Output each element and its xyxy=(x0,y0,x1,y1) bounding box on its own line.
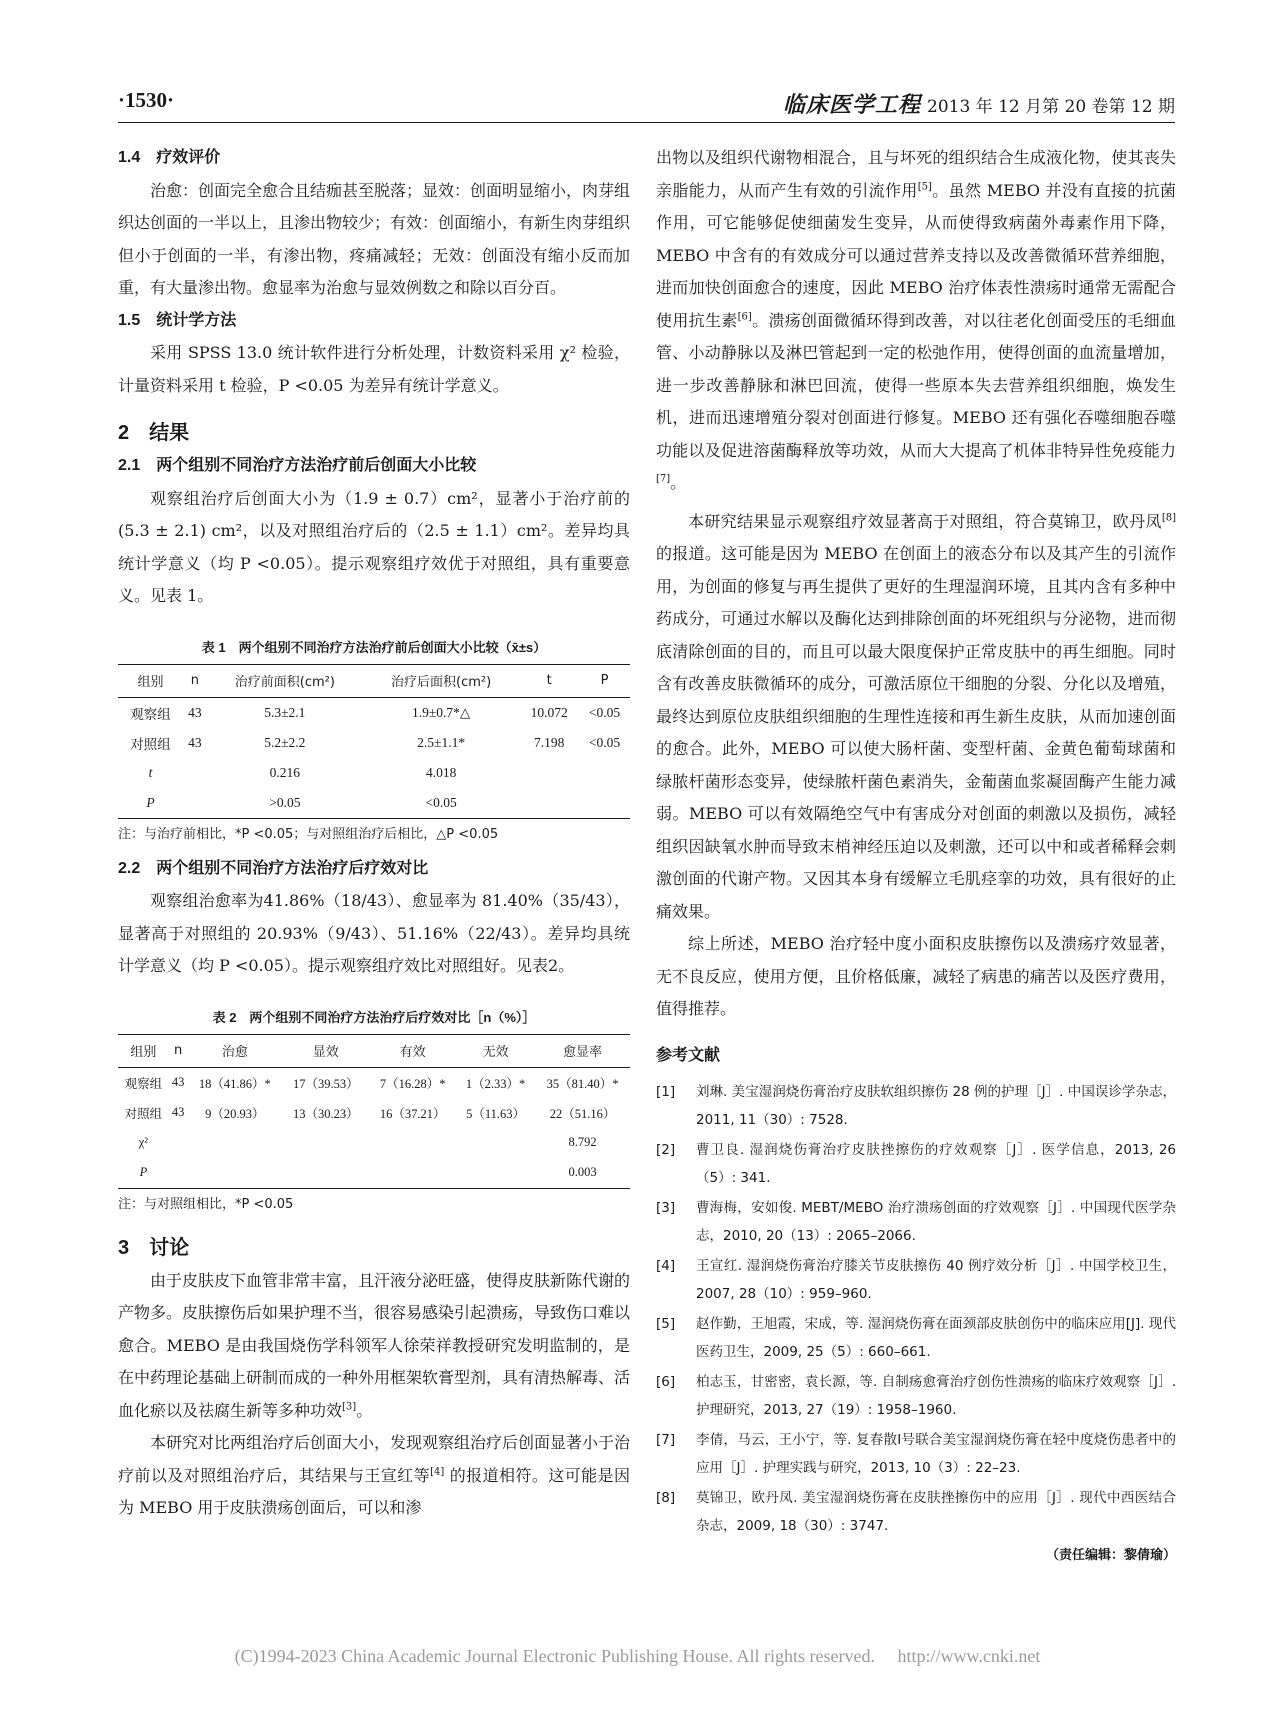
section-3-title: 3 讨论 xyxy=(118,1236,190,1259)
reference-number: [4] xyxy=(656,1258,676,1274)
table-cell xyxy=(169,1158,188,1189)
table-cell: 16（37.21） xyxy=(379,1106,446,1121)
table-cell: 43 xyxy=(171,1105,185,1119)
text-run: 。 xyxy=(356,1400,373,1420)
table-1-header: 治疗后面积(cm²) xyxy=(363,664,519,697)
table-cell: 43 xyxy=(171,1075,185,1089)
table-cell xyxy=(456,1128,535,1158)
table-2-note: 注：与对照组相比，*P <0.05 xyxy=(118,1196,294,1212)
table-2-header: 显效 xyxy=(282,1034,369,1067)
table-row xyxy=(118,728,630,758)
table-cell: 35（81.40）* xyxy=(546,1076,619,1091)
section-3-para-1 xyxy=(118,1265,630,1428)
table-cell: χ² xyxy=(138,1135,149,1149)
table-2-header: 无效 xyxy=(456,1034,535,1067)
table-cell xyxy=(369,1128,456,1158)
discussion-para-2 xyxy=(656,506,1176,929)
section-1-4-title: 1.4 疗效评价 xyxy=(118,149,221,166)
table-1-header: n xyxy=(183,664,207,697)
reference-item xyxy=(656,1194,1176,1250)
discussion-continued xyxy=(656,142,1176,500)
reference-number: [2] xyxy=(656,1142,676,1158)
citation: [6] xyxy=(737,311,752,323)
table-cell: <0.05 xyxy=(588,704,621,720)
text-run: 。溃疡创面微循环得到改善，对以往老化创面受压的毛细血管、小动静脉以及淋巴管起到一定的松弛作用，使得创面的血流量增加，进一步改善静脉和淋巴回流，使得一些原本失去营养组织细胞，焕发生机，进而迅速增殖分裂对创面进行修复。MEBO 还有强化吞噬细胞吞噬功能以及促进溶菌酶释放等功效，从而大大提高了机体非特异性免疫能力 xyxy=(656,310,1176,460)
table-cell: 18（41.86）* xyxy=(198,1076,271,1091)
table-2-header: 愈显率 xyxy=(535,1034,630,1067)
table-cell: 5（11.63） xyxy=(466,1106,526,1121)
reference-text: 赵作勤，王旭霞，宋成，等. 湿润烧伤膏在面颈部皮肤创伤中的临床应用[J]. 现代医药卫生，2009, 25（5）: 660–661. xyxy=(696,1316,1176,1360)
reference-text: 刘琳. 美宝湿润烧伤膏治疗皮肤软组织擦伤 28 例的护理［J］. 中国误诊学杂志，2011, 11（30）: 7528. xyxy=(696,1084,1176,1128)
table-cell xyxy=(519,758,579,788)
table-cell: <0.05 xyxy=(363,788,519,819)
table-cell xyxy=(187,1128,282,1158)
table-cell: 观察组 xyxy=(130,706,171,722)
section-3-para-2 xyxy=(118,1427,630,1525)
table-cell: 5.2±2.2 xyxy=(264,734,306,750)
reference-number: [7] xyxy=(656,1432,676,1448)
references-title: 参考文献 xyxy=(656,1046,721,1064)
table-2-header: 治愈 xyxy=(187,1034,282,1067)
table-1 xyxy=(118,664,630,819)
text-run: 本研究结果显示观察组疗效显著高于对照组，符合莫锦卫，欧丹凤 xyxy=(688,511,1162,531)
text-run: 的报道相符。这可能是因为 MEBO 用于皮肤溃疡创面后，可以和渗 xyxy=(118,1465,630,1517)
copyright-footer: (C)1994-2023 China Academic Journal Electronic Publishing House. All rights reserved. http://www.cnki.net xyxy=(234,1646,1041,1666)
citation: [5] xyxy=(917,181,932,193)
table-cell: 43 xyxy=(188,704,202,720)
table-cell: 7.198 xyxy=(534,734,565,750)
table-cell: 0.003 xyxy=(535,1158,630,1189)
table-cell xyxy=(519,788,579,819)
section-2-2-text: 观察组治愈率为41.86%（18/43）、愈显率为 81.40%（35/43），显著高于对照组的 20.93%（9/43）、51.16%（22/43）。差异均具统计学意义（均 P <0.05）。提示观察组疗效比对照组好。见表2。 xyxy=(118,891,630,975)
table-cell xyxy=(456,1158,535,1189)
table-cell: P xyxy=(118,788,183,819)
text-run: 。 xyxy=(670,473,687,492)
journal-info xyxy=(783,88,1175,119)
table-2-header: 组别 xyxy=(118,1034,169,1067)
table-row xyxy=(118,788,630,819)
table-row xyxy=(118,758,630,788)
page-number: ·1530· xyxy=(118,88,175,112)
text-run: 本研究对比两组治疗后创面大小，发现观察组治疗后创面显著小于治疗前以及对照组治疗后，其结果与王宣红等 xyxy=(118,1433,631,1485)
table-cell xyxy=(187,1158,282,1189)
table-cell: 1（2.33）* xyxy=(465,1076,526,1091)
table-1-header: P xyxy=(579,664,630,697)
table-cell xyxy=(169,1128,188,1158)
reference-number: [5] xyxy=(656,1316,676,1332)
table-cell xyxy=(282,1158,369,1189)
table-cell: 10.072 xyxy=(530,704,568,720)
citation: [3] xyxy=(342,1401,357,1413)
table-2 xyxy=(118,1034,630,1189)
table-cell xyxy=(369,1158,456,1189)
table-cell: <0.05 xyxy=(588,734,621,750)
table-1-header: t xyxy=(519,664,579,697)
citation: [4] xyxy=(430,1466,445,1478)
table-cell: t xyxy=(148,764,153,780)
table-2-header: n xyxy=(169,1034,188,1067)
journal-issue: 2013 年 12 月第 20 卷第 12 期 xyxy=(927,97,1175,117)
reference-item xyxy=(656,1426,1176,1482)
section-2-1-title: 2.1 两个组别不同治疗方法治疗前后创面大小比较 xyxy=(118,457,477,474)
table-1-header: 治疗前面积(cm²) xyxy=(207,664,363,697)
page-header xyxy=(118,88,1175,128)
table-cell: 5.3±2.1 xyxy=(264,704,306,720)
table-row xyxy=(118,1158,630,1189)
table-row xyxy=(118,1128,630,1158)
table-cell xyxy=(183,788,207,819)
reference-text: 王宣红. 湿润烧伤膏治疗膝关节皮肤擦伤 40 例疗效分析［J］. 中国学校卫生，2007, 28（10）: 959–960. xyxy=(696,1258,1176,1302)
table-cell: 4.018 xyxy=(425,764,457,780)
reference-item xyxy=(656,1368,1176,1424)
reference-number: [1] xyxy=(656,1084,676,1100)
table-cell: 观察组 xyxy=(124,1076,163,1091)
table-cell: 9（20.93） xyxy=(205,1106,265,1121)
table-cell: 17（39.53） xyxy=(292,1076,359,1091)
table-cell: 对照组 xyxy=(124,1106,163,1121)
citation: [8] xyxy=(1161,512,1176,524)
table-cell: 1.9±0.7*△ xyxy=(411,704,471,720)
citation: [7] xyxy=(656,473,671,485)
reference-number: [6] xyxy=(656,1374,676,1390)
table-cell: 2.5±1.1* xyxy=(417,734,466,750)
reference-item xyxy=(656,1136,1176,1192)
section-2-title: 2 结果 xyxy=(118,422,190,444)
table-2-header: 有效 xyxy=(369,1034,456,1067)
table-cell: 22（51.16） xyxy=(549,1106,616,1121)
table-cell: 7（16.28）* xyxy=(379,1076,446,1091)
responsible-editor: （责任编辑：黎倩瑜） xyxy=(1045,1548,1176,1563)
table-cell xyxy=(183,758,207,788)
table-row xyxy=(118,1098,630,1128)
table-cell: 43 xyxy=(188,734,202,750)
reference-number: [8] xyxy=(656,1490,676,1506)
reference-item xyxy=(656,1252,1176,1308)
table-cell: >0.05 xyxy=(207,788,363,819)
table-cell: 13（30.23） xyxy=(292,1106,359,1121)
text-run: 出物以及组织代谢物相混合，且与坏死的组织结合生成液化物，使其丧失亲脂能力，从而产生有效的引流作用 xyxy=(656,148,1176,200)
text-run: 的报道。这可能是因为 MEBO 在创面上的液态分布以及其产生的引流作用，为创面的修复与再生提供了更好的生理湿润环境，且其内含有多种中药成分，可通过水解以及酶化达到排除创面的坏死组织与分泌物，进而彻底清除创面的目的，而且可以最大限度保护正常皮肤中的再生细胞。同时含有改善皮肤微循环的成分，可激活原位干细胞的分裂、分化以及增殖，最终达到原位皮肤组织细胞的生理性连接和再生新生皮肤，从而加速创面的愈合。此外，MEBO 可以使大肠杆菌、变型杆菌、金黄色葡萄球菌和绿脓杆菌形态变异，使绿脓杆菌色素消失，金葡菌血浆凝固酶产生能力减弱。MEBO 可以有效隔绝空气中有害成分对创面的刺激以及损伤，减轻组织因缺氧水肿而导致末梢神经压迫以及刺激，还可以中和或者稀释会刺激创面的代谢产物。又因其本身有缓解立毛肌痉挛的功效，具有很好的止痛效果。 xyxy=(656,544,1176,921)
table-cell xyxy=(282,1128,369,1158)
right-column xyxy=(656,142,1176,1563)
reference-text: 柏志玉，甘密密，袁长源，等. 自制疡愈膏治疗创伤性溃疡的临床疗效观察［J］. 护理研究，2013, 27（19）: 1958–1960. xyxy=(696,1374,1176,1418)
section-1-5-title: 1.5 统计学方法 xyxy=(118,311,237,329)
reference-text: 莫锦卫，欧丹凤. 美宝湿润烧伤膏在皮肤挫擦伤中的应用［J］. 现代中西医结合杂志，2009, 18（30）: 3747. xyxy=(696,1490,1176,1534)
table-1-note: 注：与治疗前相比，*P <0.05；与对照组治疗后相比，△P <0.05 xyxy=(118,826,499,842)
text-run: 。虽然 MEBO 并没有直接的抗菌作用，可它能够促使细菌发生变异，从而使得致病菌外毒素作用下降，MEBO 中含有的有效成分可以通过营养支持以及改善微循环营养细胞，进而加快创面愈合的速度，因此 MEBO 治疗体表性溃疡时通常无需配合使用抗生素 xyxy=(656,180,1176,330)
table-cell: 8.792 xyxy=(568,1135,597,1149)
reference-item xyxy=(656,1484,1176,1540)
left-column xyxy=(118,142,630,1525)
reference-item xyxy=(656,1310,1176,1366)
reference-item xyxy=(656,1078,1176,1134)
reference-text: 曹海梅，安如俊. MEBT/MEBO 治疗溃疡创面的疗效观察［J］. 中国现代医学杂志，2010, 20（13）: 2065–2066. xyxy=(696,1200,1176,1244)
reference-number: [3] xyxy=(656,1200,676,1216)
reference-text: 曹卫良. 湿润烧伤膏治疗皮肤挫擦伤的疗效观察［J］. 医学信息，2013, 26（5）: 341. xyxy=(696,1142,1176,1186)
table-cell: 对照组 xyxy=(130,736,171,752)
text-run: 由于皮肤皮下血管非常丰富，且汗液分泌旺盛，使得皮肤新陈代谢的产物多。皮肤擦伤后如果护理不当，很容易感染引起溃疡，导致伤口难以愈合。MEBO 是由我国烧伤学科领军人徐荣祥教授研究发明监制的，是在中药理论基础上研制而成的一种外用框架软膏型剂，具有清热解毒、活血化瘀以及祛腐生新等多种功效 xyxy=(118,1270,631,1420)
reference-list xyxy=(656,1078,1176,1540)
section-1-5-text: 采用 SPSS 13.0 统计软件进行分析处理，计数资料采用 χ² 检验，计量资料采用 t 检验，P <0.05 为差异有统计学意义。 xyxy=(118,343,630,395)
table-cell xyxy=(579,758,630,788)
reference-text: 李倩，马云，王小宁，等. 复春散Ⅰ号联合美宝湿润烧伤膏在轻中度烧伤患者中的应用［J］. 护理实践与研究，2013, 10（3）: 22–23. xyxy=(696,1432,1176,1476)
table-1-header: 组别 xyxy=(118,664,183,697)
section-2-2-title: 2.2 两个组别不同治疗方法治疗后疗效对比 xyxy=(118,859,429,877)
table-2-caption: 表 2 两个组别不同治疗方法治疗后疗效对比［n（%）］ xyxy=(212,1009,536,1025)
section-2-1-text: 观察组治疗后创面大小为（1.9 ± 0.7）cm²，显著小于治疗前的(5.3 ± 2.1) cm²，以及对照组治疗后的（2.5 ± 1.1）cm²。差异均具统计学意义（均 P <0.05）。提示观察组疗效优于对照组，具有重要意义。见表 1。 xyxy=(118,488,630,605)
conclusion-para: 综上所述，MEBO 治疗轻中度小面积皮肤擦伤以及溃疡疗效显著，无不良反应，使用方便，且价格低廉，减轻了病患的痛苦以及医疗费用，值得推荐。 xyxy=(656,934,1176,1018)
table-row xyxy=(118,697,630,728)
table-cell xyxy=(579,788,630,819)
table-cell: P xyxy=(118,1158,169,1189)
section-1-4-text: 治愈：创面完全愈合且结痂甚至脱落；显效：创面明显缩小，肉芽组织达创面的一半以上，且渗出物较少；有效：创面缩小，有新生肉芽组织但小于创面的一半，有渗出物，疼痛减轻；无效：创面没有缩小反而加重，有大量渗出物。愈显率为治愈与显效例数之和除以百分百。 xyxy=(118,180,631,297)
header-rule xyxy=(118,122,1175,123)
table-cell: 0.216 xyxy=(269,764,301,780)
table-row xyxy=(118,1067,630,1098)
journal-name: 临床医学工程 xyxy=(782,92,921,118)
table-1-caption: 表 1 两个组别不同治疗方法治疗前后创面大小比较（x̄±s） xyxy=(201,639,547,655)
